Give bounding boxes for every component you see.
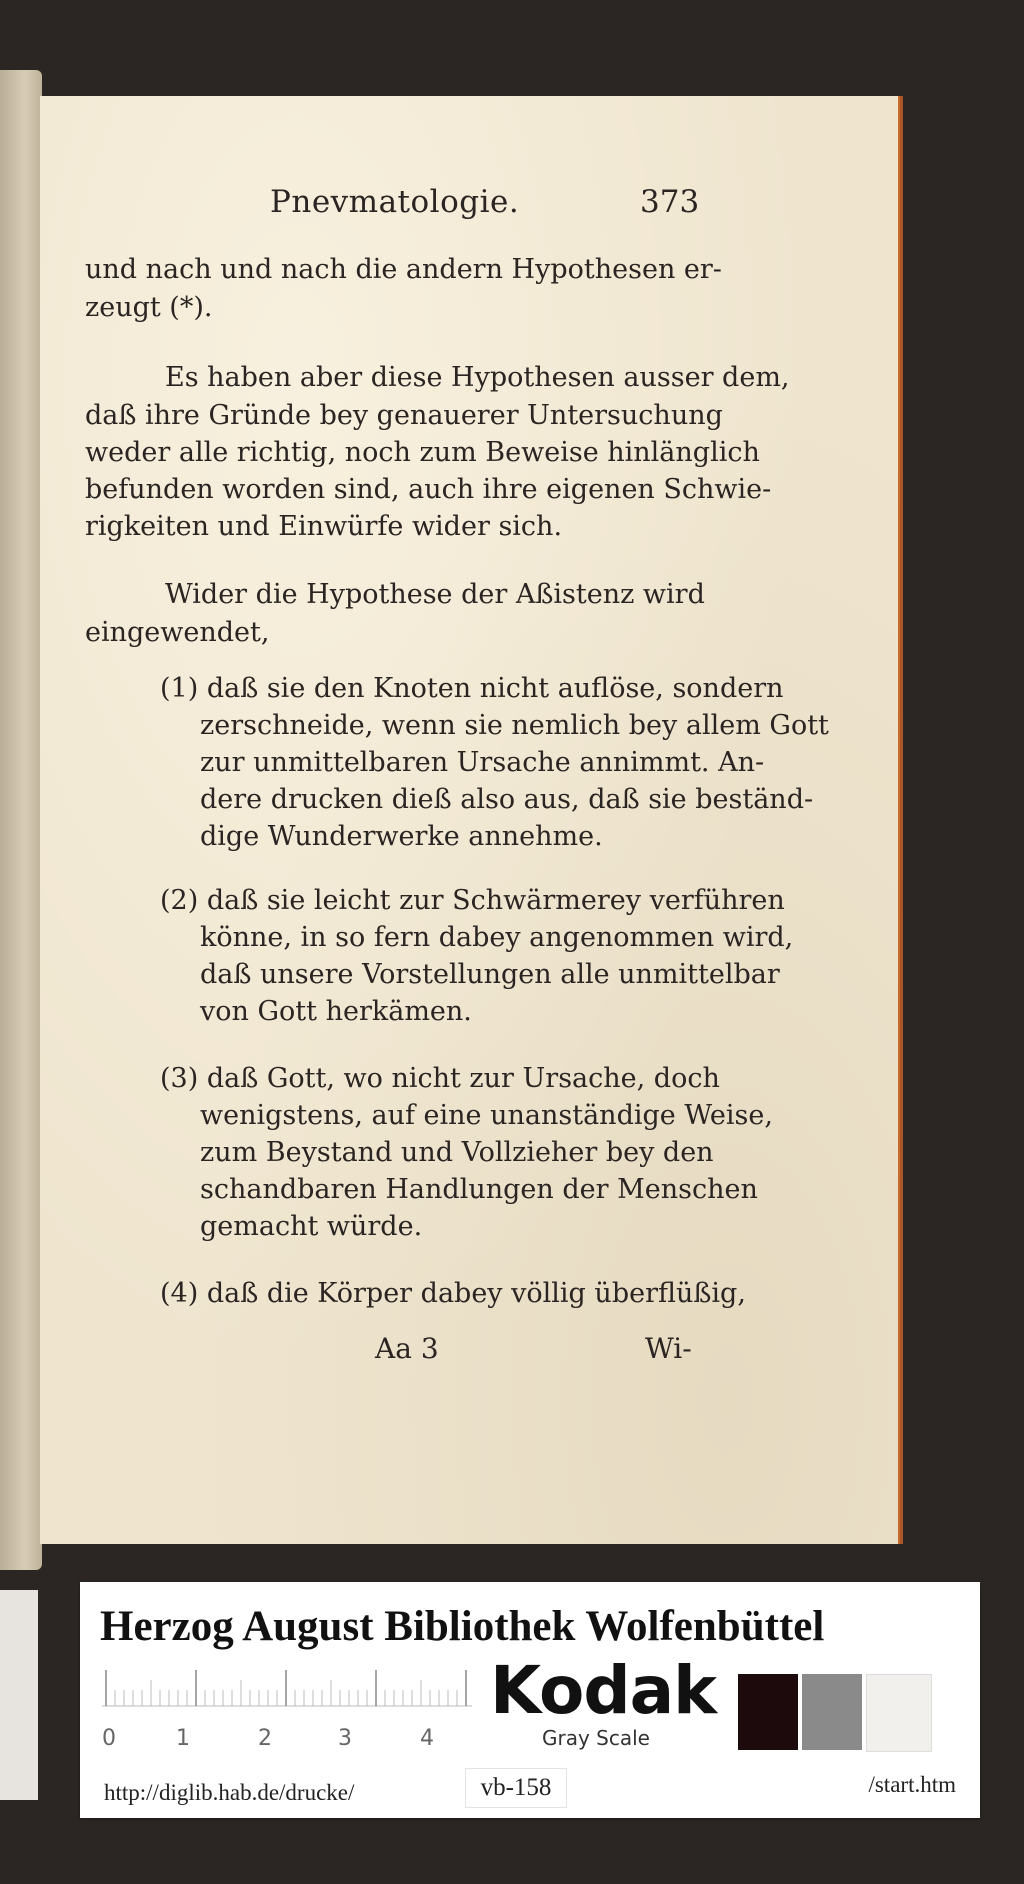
ruler-scale [102, 1668, 472, 1708]
list-item-line: (1) daß sie den Knoten nicht auflöse, sondern [160, 673, 784, 704]
list-item-line: daß unsere Vorstellungen alle unmittelbar [200, 959, 780, 990]
text-line: befunden worden sind, auch ihre eigenen Schwie- [85, 474, 772, 505]
list-item-line: (3) daß Gott, wo nicht zur Ursache, doch [160, 1063, 720, 1094]
text-line: eingewendet, [85, 617, 270, 648]
black-swatch [738, 1674, 798, 1750]
text-line: weder alle richtig, noch zum Beweise hinlänglich [85, 437, 760, 468]
book-page [40, 96, 898, 1544]
text-line: daß ihre Gründe bey genauerer Untersuchung [85, 400, 723, 431]
running-head: Pnevmatologie. [270, 184, 520, 220]
text-line: Wider die Hypothese der Aßistenz wird [165, 579, 705, 610]
library-color-card [80, 1582, 980, 1818]
ruler-number: 0 [102, 1726, 116, 1751]
list-item-line: könne, in so fern dabey angenommen wird, [200, 922, 794, 953]
url-base: http://diglib.hab.de/drucke/ [104, 1780, 355, 1805]
list-item-line: dere drucken dieß also aus, daß sie beständ- [200, 784, 814, 815]
gray-swatch [802, 1674, 862, 1750]
previous-page-lower-edge [0, 1590, 38, 1800]
text-line: rigkeiten und Einwürfe wider sich. [85, 511, 563, 542]
previous-page-edge [0, 70, 42, 1570]
ruler-number: 3 [338, 1726, 352, 1751]
catchword: Wi- [645, 1332, 692, 1365]
shelfmark-box: vb-158 [465, 1768, 567, 1808]
text-line: und nach und nach die andern Hypothesen er- [85, 254, 722, 285]
list-item-line: schandbaren Handlungen der Menschen [200, 1174, 758, 1205]
list-item-line: (2) daß sie leicht zur Schwärmerey verführen [160, 885, 785, 916]
list-item-line: dige Wunderwerke annehme. [200, 821, 603, 852]
ruler-numbers [98, 1726, 478, 1756]
text-line: zeugt (*). [85, 292, 213, 323]
list-item-line: (4) daß die Körper dabey völlig überflüßig, [160, 1278, 746, 1309]
list-item-line: zur unmittelbaren Ursache annimmt. An- [200, 747, 765, 778]
library-name: Herzog August Bibliothek Wolfenbüttel [100, 1603, 825, 1650]
list-item-line: zerschneide, wenn sie nemlich bey allem Gott [200, 710, 829, 741]
signature-mark: Aa 3 [375, 1332, 439, 1365]
gray-scale-label: Gray Scale [542, 1726, 650, 1750]
url-suffix: /start.htm [868, 1772, 956, 1797]
list-item-line: gemacht würde. [200, 1211, 423, 1242]
list-item-line: von Gott herkämen. [200, 996, 472, 1027]
white-swatch [866, 1674, 932, 1752]
kodak-logo: Kodak [490, 1652, 716, 1729]
text-line: Es haben aber diese Hypothesen ausser dem, [165, 362, 790, 393]
ruler-number: 4 [420, 1726, 434, 1751]
ruler-number: 2 [258, 1726, 272, 1751]
page-number: 373 [640, 184, 700, 220]
list-item-line: wenigstens, auf eine unanständige Weise, [200, 1100, 773, 1131]
list-item-line: zum Beystand und Vollzieher bey den [200, 1137, 714, 1168]
ruler-number: 1 [176, 1726, 190, 1751]
